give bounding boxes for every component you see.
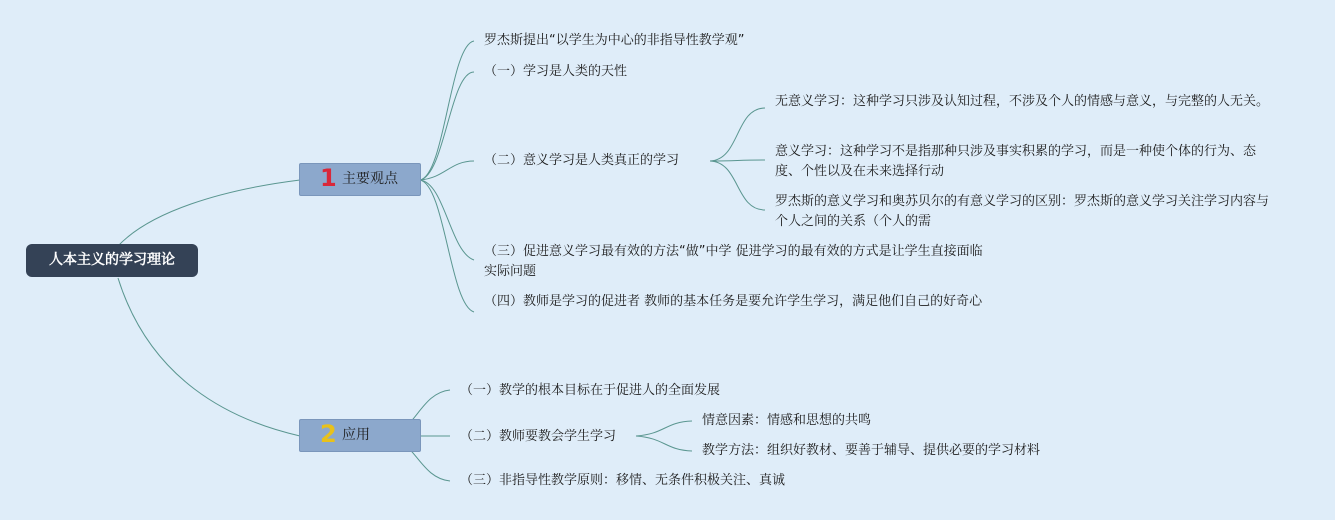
subtopic-rogers-vs-ausubel[interactable]: 罗杰斯的意义学习和奥苏贝尔的有意义学习的区别：罗杰斯的意义学习关注学习内容与个人之间的关系（个人的需 (775, 194, 1270, 229)
topic-learning-nature[interactable]: （一）学习是人类的天性 (484, 64, 628, 79)
topic-meaningful-learning[interactable]: （二）意义学习是人类真正的学习 (484, 153, 680, 168)
link-root-branch2 (118, 278, 300, 436)
link-b1-c3-s1 (710, 108, 765, 161)
link-b1-c3-s3 (710, 161, 765, 210)
subtopic-teaching-methods[interactable]: 教学方法：组织好教材、要善于辅导、提供必要的学习材料 (702, 443, 1041, 458)
subtopic-meaningless-learning[interactable]: 无意义学习：这种学习只涉及认知过程，不涉及个人的情感与意义，与完整的人无关。 (775, 94, 1270, 109)
topic-nondirective-principle[interactable]: （三）非指导性教学原则：移情、无条件积极关注、真诚 (460, 473, 786, 488)
link-b2-c2-s1 (636, 421, 692, 436)
link-b1-c4 (420, 180, 474, 260)
topic-learning-by-doing[interactable]: （三）促进意义学习最有效的方法“做”中学 促进学习的最有效的方式是让学生直接面临实际问题 (484, 244, 983, 279)
link-b1-c2 (420, 72, 474, 180)
link-b1-c5 (420, 180, 474, 312)
link-b1-c1 (420, 41, 474, 180)
topic-teach-to-learn[interactable]: （二）教师要教会学生学习 (460, 429, 617, 444)
topic-teaching-goal[interactable]: （一）教学的根本目标在于促进人的全面发展 (460, 383, 721, 398)
branch-main-points[interactable] (299, 163, 421, 196)
branch-number-badge: 1 (320, 164, 337, 192)
link-b1-c3 (420, 161, 474, 180)
root-node[interactable]: 人本主义的学习理论 (26, 244, 198, 277)
subtopic-affective-factors[interactable]: 情意因素：情感和思想的共鸣 (702, 413, 872, 428)
branch-application[interactable] (299, 419, 421, 452)
branch-label: 主要观点 (342, 171, 398, 187)
link-b2-c2-s2 (636, 436, 692, 451)
link-b1-c3-s2 (710, 160, 765, 161)
topic-teacher-facilitator[interactable]: （四）教师是学习的促进者 教师的基本任务是要允许学生学习，满足他们自己的好奇心 (484, 294, 983, 309)
subtopic-meaning-learning[interactable]: 意义学习：这种学习不是指那种只涉及事实积累的学习，而是一种使个体的行为、态度、个性以及在未来选择行动 (775, 144, 1257, 179)
branch-number-badge: 2 (320, 420, 337, 448)
branch-label: 应用 (342, 427, 370, 443)
topic-rogers-view[interactable]: 罗杰斯提出“以学生为中心的非指导性教学观” (484, 33, 745, 48)
link-root-branch1 (118, 180, 300, 246)
